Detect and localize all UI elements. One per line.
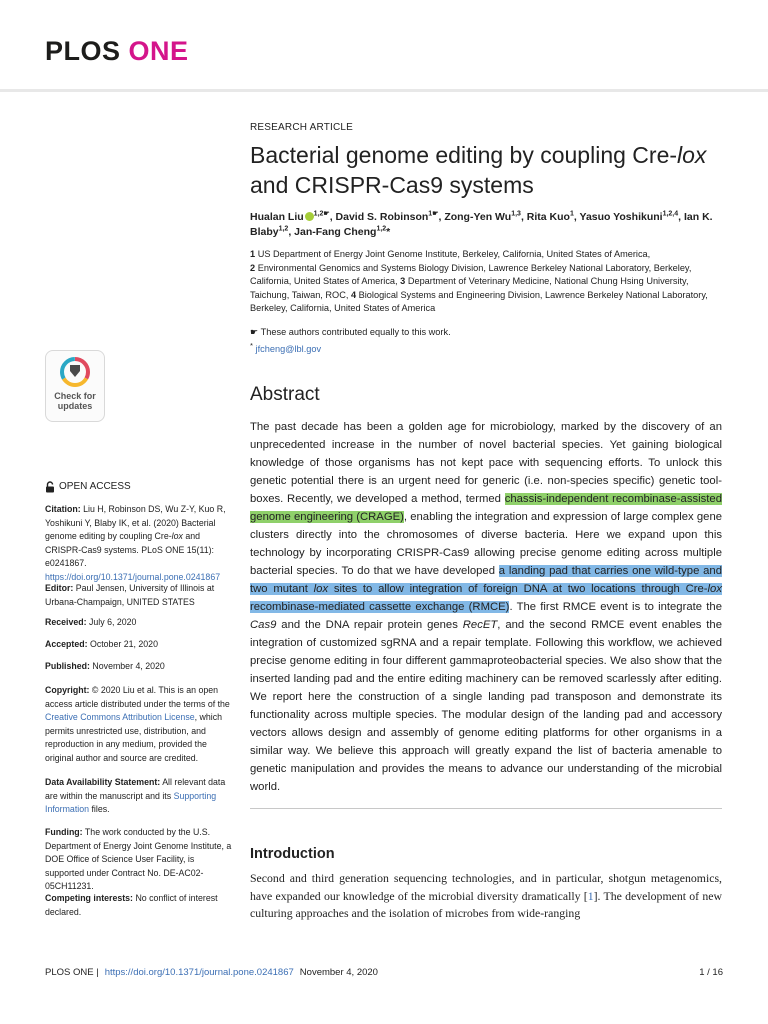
published-block [45,660,235,674]
received-text: July 6, 2020 [89,617,137,627]
abstract-text: , and the second RMCE event enables the integration of customized sgRNA and a repair template. Following this workflow, we achieved precise genome editing in four different gammaproteobacterial species. We also show that the inserted landing pad and the entire editing machinery can be removed scarlessly after editing. We report here the construction of a single landing pad transposon and demonstrate its functionality across multiple species. The modular design of the landing pad and accessory vectors allows design and assembly of genome editing platforms for other organisms in a similar way. We believe this approach will greatly expand the list of bacteria amenable to genetic manipulation and provides the means to advance our understanding of the microbial world. [250,619,722,793]
corr-email-link[interactable]: jfcheng@lbl.gov [255,344,322,355]
check-for-updates-icon [60,357,90,387]
accepted-text: October 21, 2020 [89,639,158,649]
intro-text: ]. The development of new culturing approaches and the isolation of microbes from wide-ranging [250,888,722,920]
author-affil: 1,3 [511,210,521,218]
accepted-block [45,638,235,652]
abstract-body [250,418,722,796]
creative-commons-link[interactable]: Creative Commons Attribution License [45,712,195,722]
affil-num: 3 [400,276,406,286]
affil-num: 1 [250,249,256,259]
page-footer [45,967,723,978]
citation-text-a: Liu H, Robinson DS, Wu Z-Y, Kuo R, Yoshikuni Y, Blaby IK, et al. (2020) Bacterial genome editing by coupling Cre- [45,504,226,541]
highlight-crage: chassis-independent recombinase-assisted genome engineering (CRAGE) [250,493,722,523]
orcid-icon[interactable] [305,212,314,221]
abstract-heading: Abstract [250,384,320,405]
author-name[interactable]: Rita Kuo [526,211,570,223]
title-part-b: lox [677,142,707,168]
author-affil: 1,2 [278,225,289,233]
competing-interests-label: Competing interests: [45,893,133,903]
affil-num: 4 [350,289,357,300]
accepted-label: Accepted: [45,639,88,649]
introduction-heading: Introduction [250,846,335,862]
journal-logo[interactable] [45,36,189,67]
title-part-a: Bacterial genome editing by coupling Cre- [250,142,678,168]
abstract-italic: RecET [462,619,498,631]
affiliations [250,248,722,316]
intro-text: Second and third generation sequencing technologies, and in particular, shotgun metagenomics, have expanded our knowledge of the microbial diversity dramatically [ [250,871,722,903]
data-availability-block [45,776,235,817]
author-affil: 1,2 [376,225,387,233]
author-affil: 1,2☛ [313,210,330,218]
author-name[interactable]: Jan-Fang Cheng [294,226,377,238]
editor-label: Editor: [45,583,74,593]
data-availability-text-a: All relevant data are within the manuscript and its [45,777,226,801]
author-name[interactable]: David S. Robinson [335,211,429,223]
footer-doi-link[interactable]: https://doi.org/10.1371/journal.pone.0241867 [104,967,294,978]
highlight-italic: lox [313,583,329,595]
author-name[interactable]: Ian K. Blaby [250,211,713,238]
affil-text: Biological Systems and Engineering Division, Lawrence Berkeley National Laboratory, Berkeley, California, United States of America [250,289,708,313]
article-title [250,140,722,200]
copyright-text-b: , which permits unrestricted use, distribution, and reproduction in any medium, provided the original author and source are credited. [45,712,223,763]
citation-text-c: and CRISPR-Cas9 systems. PLoS ONE 15(11): e0241867. [45,531,214,568]
citation-block [45,503,235,584]
received-block [45,616,235,630]
editor-text: Paul Jensen, University of Illinois at Urbana-Champaign, UNITED STATES [45,583,215,607]
author-affil: 1☛ [428,210,439,218]
corresponding-mark: * [386,226,391,238]
open-access-label [45,480,235,494]
footer-date: November 4, 2020 [299,967,378,978]
footer-page-number: 1 / 16 [699,967,723,978]
section-divider [250,808,722,809]
highlight-text: a landing pad that carries one wild-type and two mutant [250,565,723,595]
affil-text: Department of Veterinary Medicine, National Chung Hsing University, Taichung, Taiwan, ROC, [250,276,689,300]
highlight-italic: lox [707,583,722,595]
affil-text: Environmental Genomics and Systems Biology Division, Lawrence Berkeley National Laboratory, Berkeley, California, United States of America, [250,262,692,286]
author-affil: 1 [569,210,574,218]
abstract-text: , enabling the integration and expression of large complex gene clusters directly into the chromosomes of diverse bacteria. Here we expand upon this technology by incorporating CRISPR-Cas9 allowing precise genome editing across multiple bacterial species. To do that we have developed [250,511,723,577]
check-for-updates-badge[interactable] [45,350,105,422]
citation-doi-link[interactable]: https://doi.org/10.1371/journal.pone.0241867 [45,571,221,582]
footer-left [45,967,384,978]
author-name[interactable]: Zong-Yen Wu [444,211,512,223]
author-affil: 1,2,4 [662,210,679,218]
affil-text: US Department of Energy Joint Genome Institute, Berkeley, California, United States of America, [257,249,651,259]
abstract-italic: Cas9 [250,619,277,631]
reference-link[interactable]: 1 [587,888,594,903]
competing-interests-block [45,892,235,919]
received-label: Received: [45,617,87,627]
abstract-text: and the DNA repair protein genes [276,619,463,631]
funding-block [45,826,235,894]
corresponding-author [250,339,722,356]
introduction-body [250,870,722,923]
editor-block [45,582,235,609]
published-text: November 4, 2020 [92,661,165,671]
copyright-label: Copyright: [45,685,90,695]
author-name[interactable]: Yasuo Yoshikuni [579,211,663,223]
header-rule [0,89,768,92]
data-availability-text-b: files. [89,804,110,814]
funding-text: The work conducted by the U.S. Department of Energy Joint Genome Institute, a DOE Office of Science User Facility, is supported under Contract No. DE-AC02-05CH11231. [45,827,232,891]
author-list: Hualan Liu $^{1,2☛}$, David S. Robinson$^{1☛}$, Zong-Yen Wu$^{1,3}$, Rita Kuo$^1$, Yasuo Yoshikuni$^{1,2,4}$, Ian K. Blaby$^{1,2}$, Jan-Fang Cheng$^{1,2}$* [250,210,713,238]
footer-journal: PLOS ONE | [45,967,99,978]
corr-symbol: * [250,341,253,350]
copyright-block [45,684,235,765]
funding-label: Funding: [45,827,83,837]
highlight-text: recombinase-mediated cassette exchange (RMCE) [250,601,510,613]
equal-text: These authors contributed equally to this work. [260,327,451,337]
citation-text-b: lox [171,531,183,541]
abstract-text: The past decade has been a golden age for microbiology, marked by the discovery of an unprecedented increase in the number of novel bacterial species. Yet gaining biological knowledge of those organisms has not kept pace with sequencing efforts. To unlock this genetic potential there is an urgent need for generic (i.e. non-species specific) genetic tool-boxes. Recently, we developed a method, termed [250,421,722,505]
open-lock-icon [45,481,55,493]
competing-interests-text: No conflict of interest declared. [45,893,218,917]
title-line-2: and CRISPR-Cas9 systems [250,172,534,198]
equal-symbol: ☛ [250,327,259,337]
open-access-text: OPEN ACCESS [59,481,131,492]
supporting-information-link[interactable]: Supporting Information [45,790,217,814]
citation-label: Citation: [45,504,81,514]
data-availability-label: Data Availability Statement: [45,777,161,787]
highlight-text: sites to allow integration of foreign DNA at two locations through Cre- [328,583,708,595]
check-for-updates-label: Check for updates [54,391,96,411]
copyright-text-a: © 2020 Liu et al. This is an open access article distributed under the terms of the [45,685,230,709]
affil-num: 2 [250,262,256,273]
logo-plos: PLOS [45,36,121,66]
logo-one: ONE [128,36,189,66]
abstract-text: . The first RMCE event is to integrate the [509,601,722,613]
author-name[interactable]: Hualan Liu [250,211,304,223]
published-label: Published: [45,661,90,671]
article-type-label: RESEARCH ARTICLE [250,122,354,133]
equal-contribution-note [250,326,722,339]
